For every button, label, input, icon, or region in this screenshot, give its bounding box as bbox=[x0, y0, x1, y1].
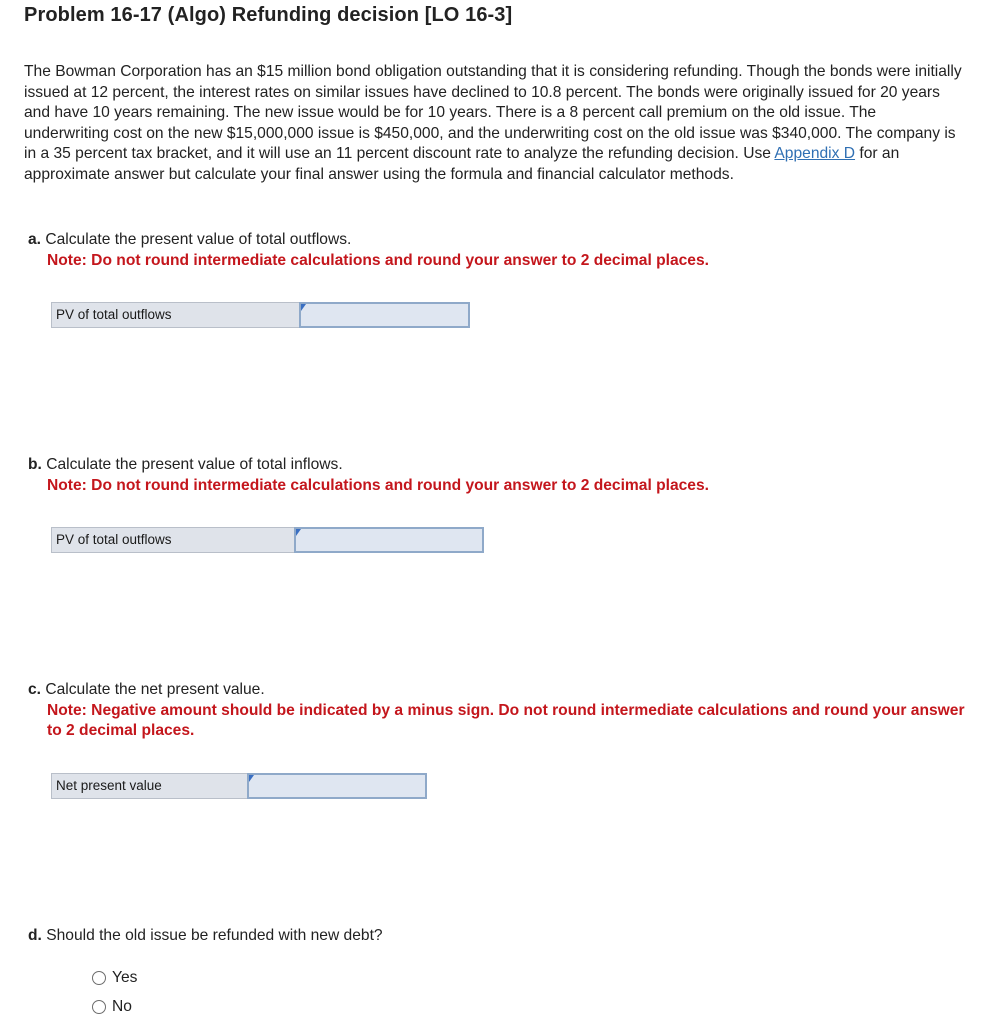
question-c bbox=[28, 680, 967, 742]
answer-input-wrap-b bbox=[294, 527, 484, 553]
radio-yes-label: Yes bbox=[112, 969, 138, 986]
problem-title: Problem 16-17 (Algo) Refunding decision [LO 16-3] bbox=[24, 4, 513, 26]
question-b-prompt: Calculate the present value of total inflows. bbox=[46, 456, 343, 473]
question-c-note: Note: Negative amount should be indicated by a minus sign. Do not round intermediate calculations and round your answer to 2 decimal places. bbox=[47, 701, 965, 740]
answer-label-b: PV of total outflows bbox=[51, 527, 294, 553]
problem-text-part1: The Bowman Corporation has an $15 million bond obligation outstanding that it is considering refunding. Though the bonds were initially issued at 12 percent, the interest rates on similar issues have declined to 10.8 percent. The bonds were originally issued for 20 years and have 10 years remaining. The new issue would be for 10 years. There is a 8 percent call premium on the old issue. The underwriting cost on the new $15,000,000 issue is $450,000, and the underwriting cost on the old issue was $340,000. The company is in a 35 percent tax bracket, and it will use an 11 percent discount rate to analyze the refunding decision. Use bbox=[24, 63, 962, 163]
question-a bbox=[28, 230, 967, 271]
question-b-note: Note: Do not round intermediate calculations and round your answer to 2 decimal places. bbox=[47, 476, 709, 494]
answer-label-c: Net present value bbox=[51, 773, 247, 799]
question-a-letter: a. bbox=[28, 231, 42, 248]
radio-no-label: No bbox=[112, 998, 132, 1015]
pv-total-outflows-input[interactable] bbox=[299, 302, 470, 328]
radio-yes-icon[interactable] bbox=[92, 971, 106, 985]
question-d-prompt: Should the old issue be refunded with new debt? bbox=[46, 927, 383, 944]
question-a-note: Note: Do not round intermediate calculations and round your answer to 2 decimal places. bbox=[47, 251, 709, 269]
problem-text-part2: for an approximate answer but calculate your final answer using the formula and financial calculator methods. bbox=[24, 145, 900, 183]
question-b bbox=[28, 455, 967, 496]
question-d-letter: d. bbox=[28, 927, 42, 944]
net-present-value-input[interactable] bbox=[247, 773, 427, 799]
problem-statement bbox=[24, 62, 964, 186]
answer-label-a: PV of total outflows bbox=[51, 302, 299, 328]
pv-total-inflows-input[interactable] bbox=[294, 527, 484, 553]
appendix-d-link[interactable]: Appendix D bbox=[774, 145, 856, 163]
radio-option-yes[interactable] bbox=[92, 969, 137, 987]
question-c-prompt: Calculate the net present value. bbox=[45, 681, 265, 698]
question-d bbox=[28, 926, 383, 947]
question-a-prompt: Calculate the present value of total outflows. bbox=[45, 231, 352, 248]
answer-row-b bbox=[51, 527, 484, 553]
radio-option-no[interactable] bbox=[92, 998, 132, 1016]
question-b-letter: b. bbox=[28, 456, 42, 473]
radio-no-icon[interactable] bbox=[92, 1000, 106, 1014]
answer-input-wrap-a bbox=[299, 302, 470, 328]
answer-row-a bbox=[51, 302, 470, 328]
question-c-letter: c. bbox=[28, 681, 42, 698]
answer-row-c bbox=[51, 773, 427, 799]
answer-input-wrap-c bbox=[247, 773, 427, 799]
